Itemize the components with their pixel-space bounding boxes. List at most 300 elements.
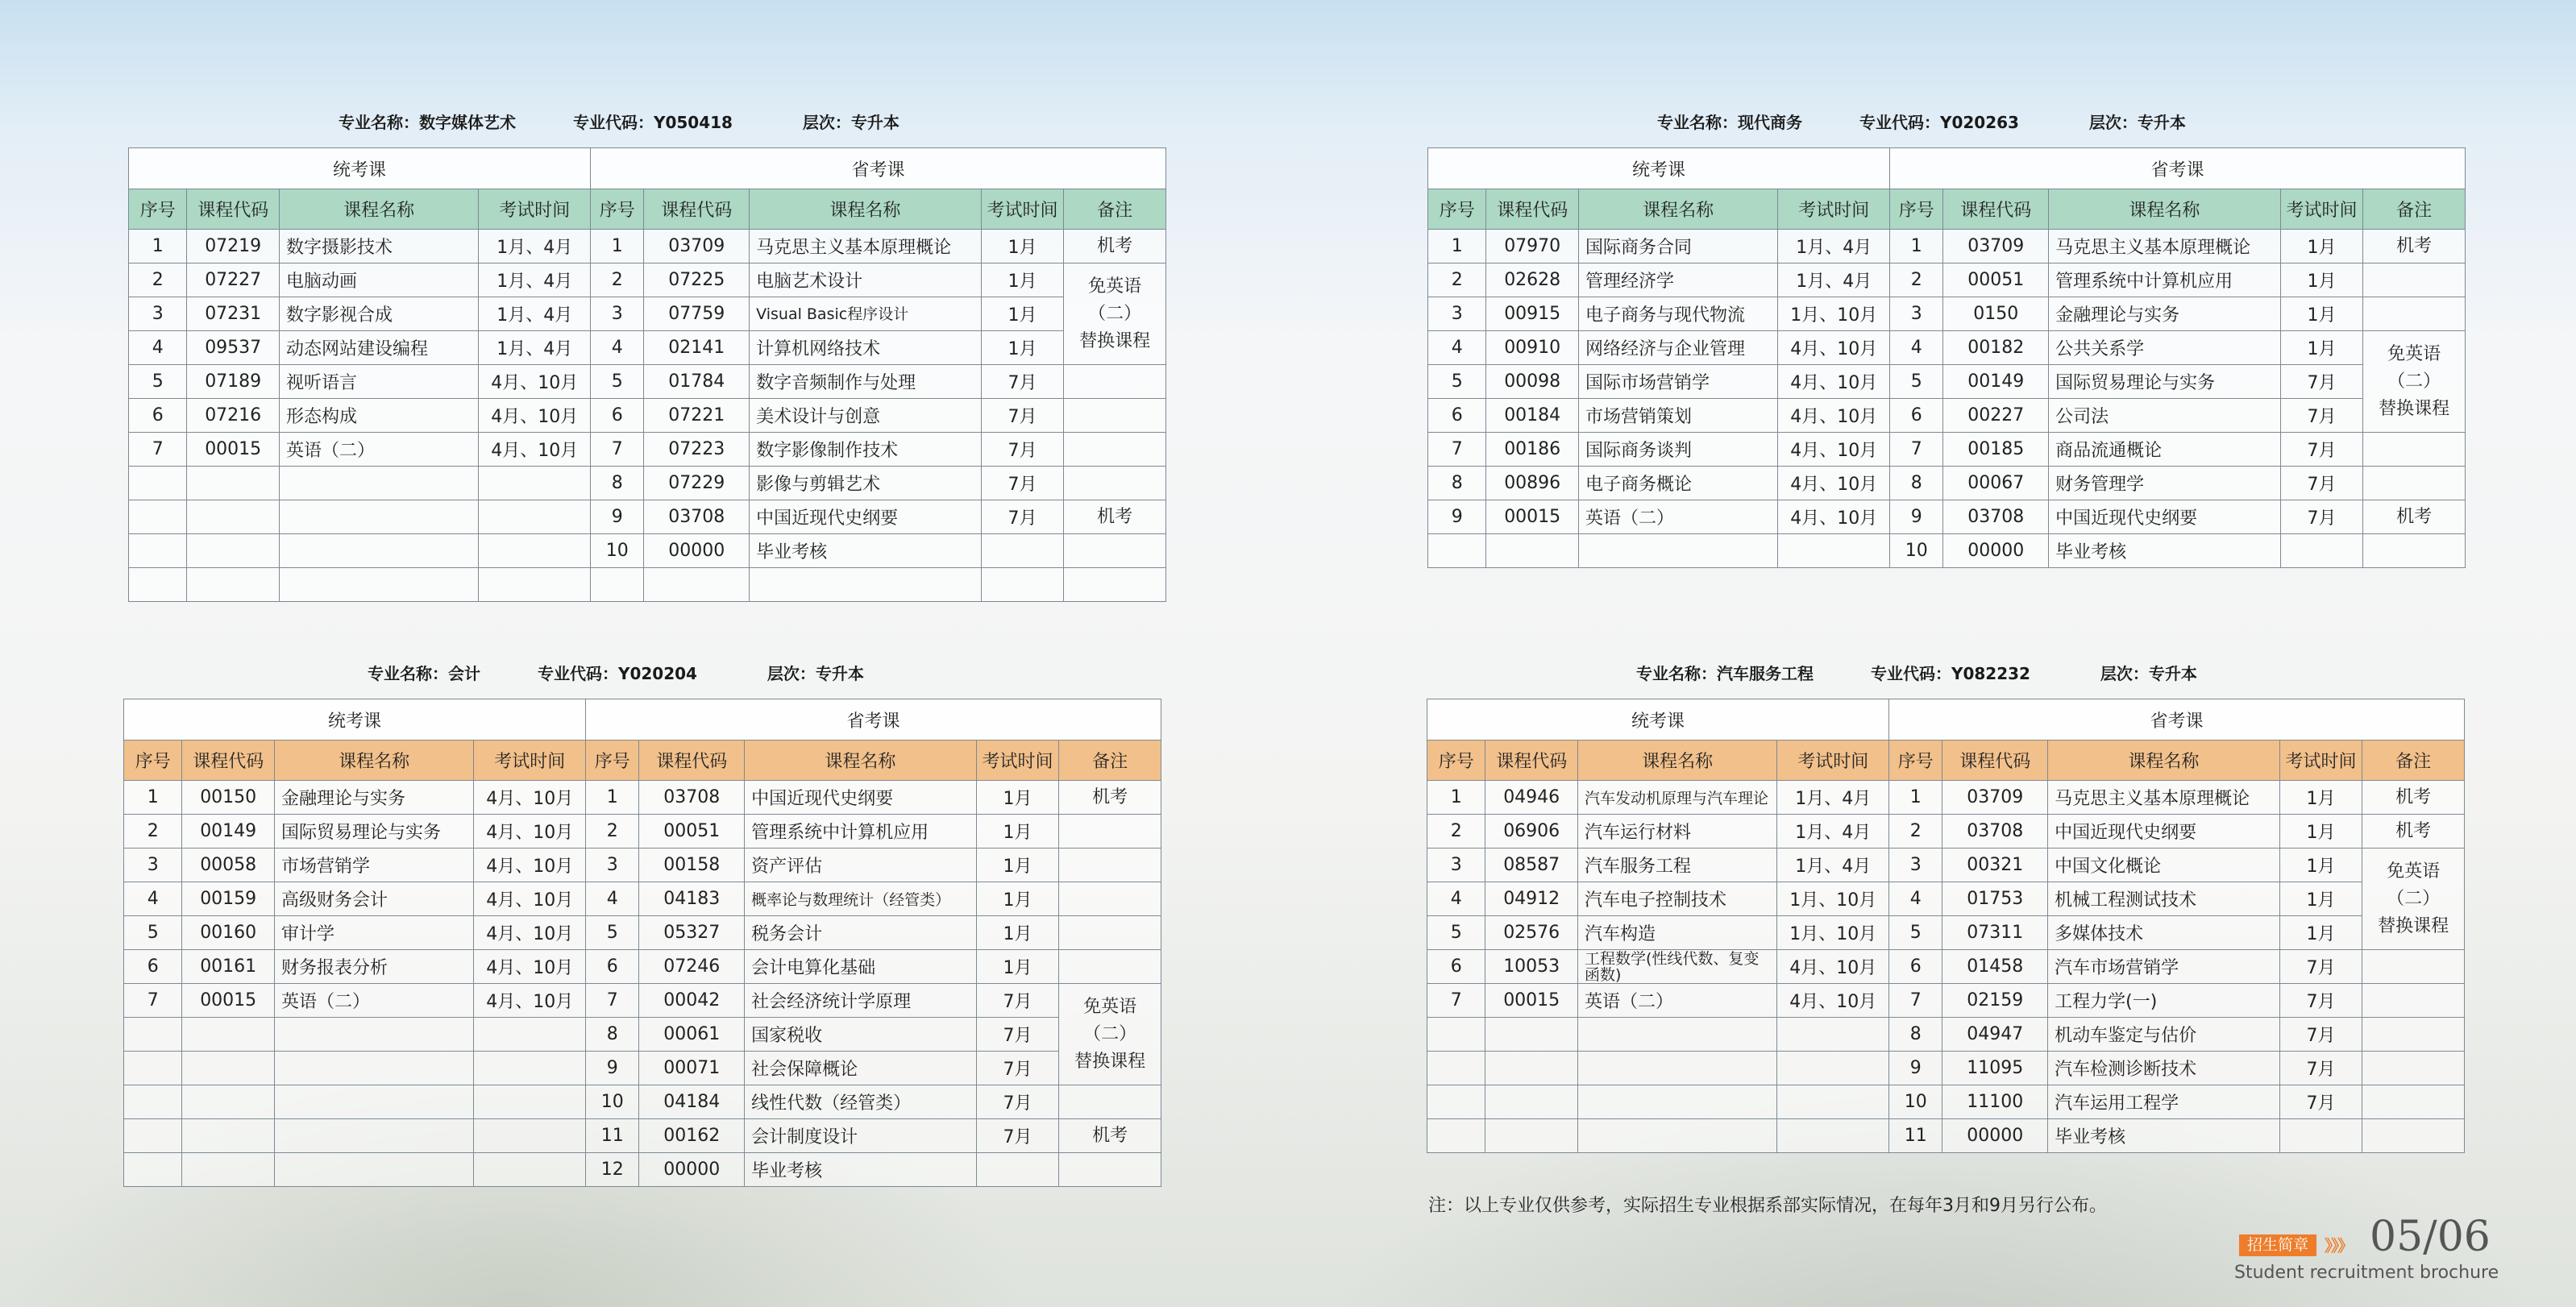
- course-name-cell: 国际商务合同: [1579, 230, 1778, 263]
- table-row: [124, 1052, 1161, 1085]
- course-code-cell: 07221: [644, 399, 750, 433]
- table-row: [124, 815, 1161, 849]
- column-header: 序号: [1890, 189, 1943, 230]
- exam-time-cell: [2279, 1119, 2362, 1153]
- column-header: 备注: [2362, 741, 2465, 781]
- course-code-cell: 00158: [639, 849, 745, 882]
- major-code: 专业代码：Y020263: [1859, 113, 2019, 132]
- column-header: 备注: [2363, 189, 2466, 230]
- table-row: [1428, 433, 2466, 467]
- table-row: [129, 230, 1166, 263]
- seq-cell: 3: [1890, 297, 1943, 331]
- table-row: [124, 849, 1161, 882]
- remark-cell: [2362, 984, 2465, 1018]
- course-code-cell: 00000: [1942, 1119, 2048, 1153]
- table-row: [129, 365, 1166, 399]
- exam-time-cell: [479, 534, 591, 568]
- course-name-cell: 国际市场营销学: [1579, 365, 1778, 399]
- seq-cell: 5: [1427, 916, 1485, 950]
- exam-time-cell: 1月: [976, 882, 1059, 916]
- exam-time-cell: 7月: [981, 433, 1064, 467]
- exam-time-cell: 1月、10月: [1778, 297, 1890, 331]
- seq-cell: 4: [1890, 331, 1943, 365]
- table-row: [1427, 849, 2465, 882]
- column-header: 课程代码: [1486, 189, 1579, 230]
- seq-cell: 6: [129, 399, 187, 433]
- course-code-cell: [182, 1153, 275, 1187]
- course-code-cell: 00042: [639, 984, 745, 1018]
- column-header: 考试时间: [1777, 741, 1889, 781]
- course-code-cell: 07227: [187, 263, 280, 297]
- seq-cell: 4: [586, 882, 639, 916]
- seq-cell: [1427, 1119, 1485, 1153]
- seq-cell: 4: [124, 882, 182, 916]
- exam-time-cell: [1777, 1018, 1889, 1052]
- remark-cell: 机考: [1064, 230, 1166, 263]
- remark-cell: 免英语 （二） 替换课程: [2363, 331, 2466, 433]
- exam-time-cell: 4月、10月: [474, 916, 586, 950]
- column-header: 课程名称: [280, 189, 479, 230]
- table-row: [124, 1119, 1161, 1153]
- provincial-exam-header: 省考课: [1889, 699, 2465, 741]
- seq-cell: 1: [1890, 230, 1943, 263]
- seq-cell: [124, 1018, 182, 1052]
- seq-cell: 3: [1427, 849, 1485, 882]
- seq-cell: 11: [586, 1119, 639, 1153]
- seq-cell: 6: [1890, 399, 1943, 433]
- seq-cell: 2: [591, 263, 644, 297]
- seq-cell: [124, 1052, 182, 1085]
- exam-time-cell: 1月、4月: [1777, 849, 1889, 882]
- exam-time-cell: [981, 534, 1064, 568]
- seq-cell: 1: [129, 230, 187, 263]
- table-row: [1428, 399, 2466, 433]
- course-name-cell: 毕业考核: [750, 534, 982, 568]
- course-code-cell: 07311: [1942, 916, 2048, 950]
- exam-time-cell: 1月: [976, 950, 1059, 984]
- exam-time-cell: 1月: [976, 815, 1059, 849]
- column-header: 考试时间: [479, 189, 591, 230]
- seq-cell: 5: [1428, 365, 1486, 399]
- seq-cell: 5: [1890, 365, 1943, 399]
- course-code-cell: 00910: [1486, 331, 1579, 365]
- course-code-cell: 00160: [182, 916, 275, 950]
- course-name-cell: 公司法: [2049, 399, 2281, 433]
- table-row: [1427, 781, 2465, 815]
- exam-time-cell: 1月、4月: [479, 331, 591, 365]
- remark-cell: [1059, 950, 1161, 984]
- group-header-row: [1428, 148, 2466, 189]
- seq-cell: 8: [1428, 467, 1486, 500]
- table-row: [1427, 1052, 2465, 1085]
- course-code-cell: 00150: [182, 781, 275, 815]
- remark-cell: [1059, 916, 1161, 950]
- table-row: [1427, 950, 2465, 984]
- exam-time-cell: 7月: [2280, 433, 2363, 467]
- course-code-cell: 08587: [1485, 849, 1578, 882]
- remark-cell: [2363, 297, 2466, 331]
- course-name-cell: 中国近现代史纲要: [750, 500, 982, 534]
- unified-exam-header: 统考课: [129, 148, 591, 189]
- column-header-row: [124, 741, 1161, 781]
- seq-cell: [124, 1153, 182, 1187]
- exam-time-cell: 4月、10月: [1778, 433, 1890, 467]
- remark-cell: 机考: [1059, 781, 1161, 815]
- course-code-cell: [182, 1119, 275, 1153]
- table-row: [1428, 467, 2466, 500]
- course-table-block: [1427, 147, 2466, 568]
- level: 层次：专升本: [2100, 664, 2197, 683]
- seq-cell: 10: [1890, 534, 1943, 568]
- course-code-cell: 03708: [639, 781, 745, 815]
- course-name-cell: 英语（二）: [275, 984, 474, 1018]
- exam-time-cell: 7月: [2279, 1052, 2362, 1085]
- course-code-cell: 07246: [639, 950, 745, 984]
- course-name-cell: 英语（二）: [1579, 500, 1778, 534]
- exam-time-cell: 1月: [2279, 815, 2362, 849]
- course-name-cell: 高级财务会计: [275, 882, 474, 916]
- remark-cell: [2362, 1085, 2465, 1119]
- seq-cell: 2: [586, 815, 639, 849]
- remark-cell: [1064, 399, 1166, 433]
- course-name-cell: 视听语言: [280, 365, 479, 399]
- seq-cell: 5: [591, 365, 644, 399]
- table-row: [124, 1085, 1161, 1119]
- column-header: 课程名称: [2048, 741, 2280, 781]
- seq-cell: 1: [124, 781, 182, 815]
- remark-cell: [1059, 1085, 1161, 1119]
- table-row: [1428, 263, 2466, 297]
- course-name-cell: 金融理论与实务: [275, 781, 474, 815]
- seq-cell: 2: [129, 263, 187, 297]
- seq-cell: 1: [591, 230, 644, 263]
- exam-time-cell: 1月、4月: [1777, 815, 1889, 849]
- exam-time-cell: 1月: [2280, 297, 2363, 331]
- course-code-cell: 07216: [187, 399, 280, 433]
- major-name: 专业名称：会计: [368, 664, 480, 683]
- table-row: [1427, 1119, 2465, 1153]
- exam-time-cell: 1月、4月: [1777, 781, 1889, 815]
- course-name-cell: 数字音频制作与处理: [750, 365, 982, 399]
- course-table: [128, 147, 1166, 602]
- course-code-cell: 00015: [182, 984, 275, 1018]
- course-code-cell: [182, 1018, 275, 1052]
- seq-cell: 5: [129, 365, 187, 399]
- group-header-row: [1427, 699, 2465, 741]
- column-header: 序号: [1427, 741, 1485, 781]
- level: 层次：专升本: [2088, 113, 2186, 132]
- course-name-cell: 机动车鉴定与估价: [2048, 1018, 2280, 1052]
- exam-time-cell: 7月: [2280, 467, 2363, 500]
- exam-time-cell: 4月、10月: [479, 433, 591, 467]
- seq-cell: [129, 467, 187, 500]
- level: 层次：专升本: [802, 113, 900, 132]
- remark-cell: 机考: [2362, 781, 2465, 815]
- course-code-cell: 01753: [1942, 882, 2048, 916]
- exam-time-cell: 1月: [981, 230, 1064, 263]
- course-code-cell: 03709: [1942, 781, 2048, 815]
- exam-time-cell: 4月、10月: [1778, 467, 1890, 500]
- course-name-cell: 数字影视合成: [280, 297, 479, 331]
- column-header: 课程名称: [275, 741, 474, 781]
- remark-cell: 免英语 （二） 替换课程: [1064, 263, 1166, 365]
- column-header: 备注: [1059, 741, 1161, 781]
- course-name-cell: 英语（二）: [280, 433, 479, 467]
- seq-cell: 6: [1889, 950, 1942, 984]
- exam-time-cell: 4月、10月: [1777, 984, 1889, 1018]
- table-row: [1427, 984, 2465, 1018]
- remark-cell: 免英语 （二） 替换课程: [1059, 984, 1161, 1085]
- course-name-cell: 工程力学(一): [2048, 984, 2280, 1018]
- course-name-cell: 毕业考核: [2049, 534, 2281, 568]
- exam-time-cell: [479, 500, 591, 534]
- provincial-exam-header: 省考课: [1890, 148, 2466, 189]
- exam-time-cell: [1777, 1085, 1889, 1119]
- remark-cell: [1064, 568, 1166, 602]
- course-code-cell: 00185: [1943, 433, 2049, 467]
- course-code-cell: 04947: [1942, 1018, 2048, 1052]
- table-row: [129, 568, 1166, 602]
- seq-cell: 8: [1890, 467, 1943, 500]
- footnote: 注：以上专业仅供参考，实际招生专业根据系部实际情况，在每年3月和9月另行公布。: [1428, 1196, 2107, 1216]
- brochure-subtitle: Student recruitment brochure: [2234, 1263, 2499, 1283]
- chevron-right-icon: 》》》: [2325, 1236, 2352, 1255]
- seq-cell: 8: [586, 1018, 639, 1052]
- course-name-cell: 影像与剪辑艺术: [750, 467, 982, 500]
- course-code-cell: 00182: [1943, 331, 2049, 365]
- course-name-cell: 机械工程测试技术: [2048, 882, 2280, 916]
- exam-time-cell: 1月: [981, 297, 1064, 331]
- seq-cell: 5: [124, 916, 182, 950]
- course-code-cell: 03709: [644, 230, 750, 263]
- seq-cell: 2: [1889, 815, 1942, 849]
- exam-time-cell: 4月、10月: [474, 882, 586, 916]
- course-code-cell: 11100: [1942, 1085, 2048, 1119]
- table-row: [1427, 815, 2465, 849]
- column-header: 课程代码: [639, 741, 745, 781]
- table-row: [124, 1018, 1161, 1052]
- seq-cell: 8: [1889, 1018, 1942, 1052]
- course-code-cell: 00015: [187, 433, 280, 467]
- remark-cell: [1059, 1153, 1161, 1187]
- remark-cell: 机考: [2363, 230, 2466, 263]
- exam-time-cell: 7月: [2280, 500, 2363, 534]
- major-name: 专业名称：现代商务: [1657, 113, 1802, 132]
- exam-time-cell: 4月、10月: [1778, 331, 1890, 365]
- table-row: [1428, 534, 2466, 568]
- course-code-cell: 01784: [644, 365, 750, 399]
- seq-cell: [591, 568, 644, 602]
- course-name-cell: 多媒体技术: [2048, 916, 2280, 950]
- course-name-cell: 中国近现代史纲要: [2048, 815, 2280, 849]
- course-code-cell: 10053: [1485, 950, 1578, 984]
- course-name-cell: 马克思主义基本原理概论: [2048, 781, 2280, 815]
- course-table: [1427, 147, 2466, 568]
- course-code-cell: 07189: [187, 365, 280, 399]
- column-header: 课程名称: [750, 189, 982, 230]
- remark-cell: 机考: [2362, 815, 2465, 849]
- exam-time-cell: 7月: [981, 365, 1064, 399]
- seq-cell: 4: [129, 331, 187, 365]
- course-code-cell: [1485, 1119, 1578, 1153]
- seq-cell: 7: [586, 984, 639, 1018]
- course-code-cell: 06906: [1485, 815, 1578, 849]
- seq-cell: 3: [586, 849, 639, 882]
- exam-time-cell: 1月、4月: [1778, 263, 1890, 297]
- course-code-cell: 00098: [1486, 365, 1579, 399]
- course-code-cell: 00067: [1943, 467, 2049, 500]
- seq-cell: 3: [124, 849, 182, 882]
- course-code-cell: 00015: [1486, 500, 1579, 534]
- course-code-cell: 02628: [1486, 263, 1579, 297]
- course-code-cell: 00058: [182, 849, 275, 882]
- column-header: 考试时间: [2280, 189, 2363, 230]
- course-table-block: [1427, 699, 2465, 1153]
- course-name-cell: [275, 1018, 474, 1052]
- seq-cell: 12: [586, 1153, 639, 1187]
- course-code-cell: 04183: [639, 882, 745, 916]
- column-header: 课程代码: [187, 189, 280, 230]
- course-name-cell: 英语（二）: [1578, 984, 1777, 1018]
- course-code-cell: 03708: [1943, 500, 2049, 534]
- course-code-cell: 03709: [1943, 230, 2049, 263]
- table-row: [1428, 365, 2466, 399]
- unified-exam-header: 统考课: [1428, 148, 1890, 189]
- exam-time-cell: 7月: [976, 984, 1059, 1018]
- remark-cell: 免英语 （二） 替换课程: [2362, 849, 2465, 950]
- exam-time-cell: [1777, 1052, 1889, 1085]
- column-header: 考试时间: [1778, 189, 1890, 230]
- seq-cell: 7: [591, 433, 644, 467]
- course-name-cell: Visual Basic程序设计: [750, 297, 982, 331]
- table-row: [124, 916, 1161, 950]
- seq-cell: 7: [1428, 433, 1486, 467]
- course-code-cell: 03708: [1942, 815, 2048, 849]
- column-header: 序号: [129, 189, 187, 230]
- seq-cell: 4: [1427, 882, 1485, 916]
- course-name-cell: 管理系统中计算机应用: [745, 815, 977, 849]
- course-code-cell: 00149: [1943, 365, 2049, 399]
- seq-cell: 9: [1890, 500, 1943, 534]
- course-name-cell: 数字影像制作技术: [750, 433, 982, 467]
- course-name-cell: 财务管理学: [2049, 467, 2281, 500]
- course-code-cell: 00061: [639, 1018, 745, 1052]
- course-table: [1427, 699, 2465, 1153]
- column-header: 考试时间: [981, 189, 1064, 230]
- seq-cell: 4: [1889, 882, 1942, 916]
- exam-time-cell: 4月、10月: [479, 365, 591, 399]
- exam-time-cell: 7月: [2280, 399, 2363, 433]
- seq-cell: 3: [129, 297, 187, 331]
- course-name-cell: 审计学: [275, 916, 474, 950]
- remark-cell: [2363, 263, 2466, 297]
- course-name-cell: 美术设计与创意: [750, 399, 982, 433]
- course-code-cell: 00184: [1486, 399, 1579, 433]
- seq-cell: 6: [1428, 399, 1486, 433]
- seq-cell: 3: [1889, 849, 1942, 882]
- major-name: 专业名称：数字媒体艺术: [339, 113, 516, 132]
- seq-cell: 9: [586, 1052, 639, 1085]
- course-name-cell: 汽车发动机原理与汽车理论: [1578, 781, 1777, 815]
- course-name-cell: 商品流通概论: [2049, 433, 2281, 467]
- seq-cell: [129, 568, 187, 602]
- program-heading: [368, 661, 864, 684]
- exam-time-cell: 4月、10月: [474, 849, 586, 882]
- exam-time-cell: 7月: [2279, 1085, 2362, 1119]
- course-name-cell: [280, 467, 479, 500]
- course-name-cell: 马克思主义基本原理概论: [2049, 230, 2281, 263]
- seq-cell: 9: [591, 500, 644, 534]
- column-header: 课程代码: [1942, 741, 2048, 781]
- course-name-cell: 中国文化概论: [2048, 849, 2280, 882]
- unified-exam-header: 统考课: [1427, 699, 1889, 741]
- exam-time-cell: 4月、10月: [474, 781, 586, 815]
- course-name-cell: 汽车检测诊断技术: [2048, 1052, 2280, 1085]
- course-name-cell: [1578, 1119, 1777, 1153]
- exam-time-cell: 1月、4月: [1778, 230, 1890, 263]
- program-heading: [339, 110, 900, 133]
- course-code-cell: 03708: [644, 500, 750, 534]
- course-code-cell: 07219: [187, 230, 280, 263]
- course-name-cell: 国际商务谈判: [1579, 433, 1778, 467]
- level: 层次：专升本: [767, 664, 864, 683]
- exam-time-cell: 1月: [2279, 916, 2362, 950]
- course-table-block: [128, 147, 1166, 602]
- seq-cell: 2: [124, 815, 182, 849]
- exam-time-cell: [474, 1052, 586, 1085]
- course-name-cell: [1578, 1085, 1777, 1119]
- course-code-cell: 00000: [1943, 534, 2049, 568]
- seq-cell: 1: [586, 781, 639, 815]
- course-name-cell: 社会经济统计学原理: [745, 984, 977, 1018]
- remark-cell: [1064, 433, 1166, 467]
- course-name-cell: 税务会计: [745, 916, 977, 950]
- exam-time-cell: [1777, 1119, 1889, 1153]
- exam-time-cell: 1月、10月: [1777, 916, 1889, 950]
- seq-cell: 1: [1889, 781, 1942, 815]
- course-name-cell: 金融理论与实务: [2049, 297, 2281, 331]
- course-code-cell: 04184: [639, 1085, 745, 1119]
- course-name-cell: 形态构成: [280, 399, 479, 433]
- course-name-cell: 汽车运用工程学: [2048, 1085, 2280, 1119]
- exam-time-cell: 1月: [976, 916, 1059, 950]
- course-code-cell: 09537: [187, 331, 280, 365]
- course-name-cell: 社会保障概论: [745, 1052, 977, 1085]
- major-name: 专业名称：汽车服务工程: [1636, 664, 1814, 683]
- exam-time-cell: 7月: [2279, 1018, 2362, 1052]
- column-header-row: [129, 189, 1166, 230]
- course-code-cell: 00321: [1942, 849, 2048, 882]
- course-name-cell: 汽车构造: [1578, 916, 1777, 950]
- course-code-cell: 00051: [1943, 263, 2049, 297]
- course-name-cell: 毕业考核: [745, 1153, 977, 1187]
- course-name-cell: 资产评估: [745, 849, 977, 882]
- table-row: [129, 297, 1166, 331]
- column-header: 课程名称: [1579, 189, 1778, 230]
- exam-time-cell: 1月、4月: [479, 297, 591, 331]
- unified-exam-header: 统考课: [124, 699, 586, 741]
- course-code-cell: [187, 568, 280, 602]
- seq-cell: 8: [591, 467, 644, 500]
- table-row: [1427, 1085, 2465, 1119]
- column-header: 序号: [1889, 741, 1942, 781]
- exam-time-cell: 1月: [981, 263, 1064, 297]
- seq-cell: 5: [1889, 916, 1942, 950]
- course-name-cell: 公共关系学: [2049, 331, 2281, 365]
- seq-cell: 7: [1427, 984, 1485, 1018]
- column-header: 考试时间: [2279, 741, 2362, 781]
- course-name-cell: [1578, 1052, 1777, 1085]
